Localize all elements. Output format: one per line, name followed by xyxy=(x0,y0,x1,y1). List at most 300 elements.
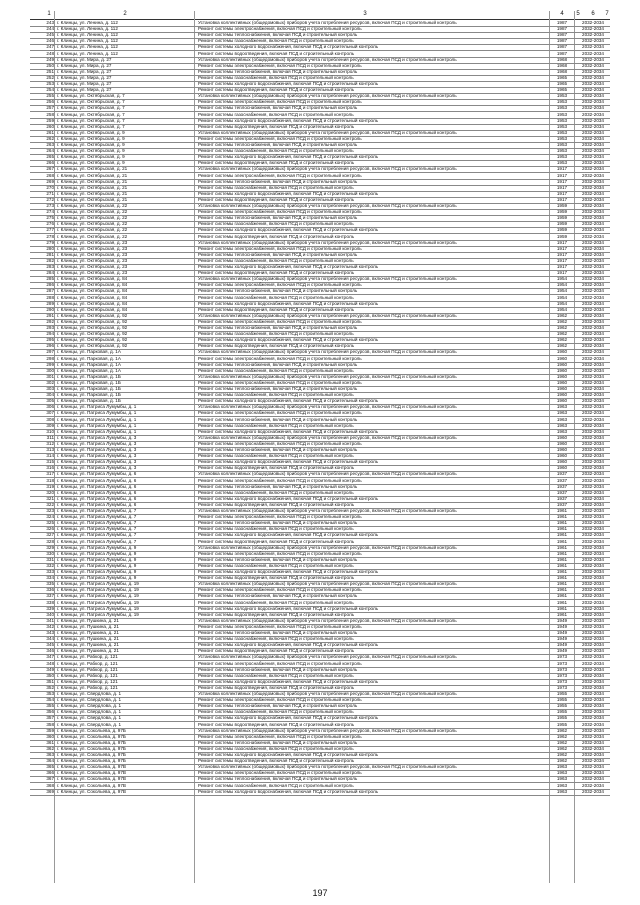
row-period: 2032-2034 xyxy=(582,569,604,574)
row-work-type: Ремонт системы электроснабжения, включая ПСД и строительный контроль xyxy=(198,355,362,361)
row-period: 2032-2034 xyxy=(582,74,604,80)
row-number: 274 xyxy=(46,209,54,215)
row-period: 2032-2034 xyxy=(582,233,604,239)
row-work-type: Ремонт системы теплоснабжения, включая ПСД и строительный контроль xyxy=(198,215,358,221)
row-period: 2032-2034 xyxy=(582,209,604,215)
row-work-type: Ремонт системы газоснабжения, включая ПСД и строительный контроль xyxy=(198,636,354,642)
row-number: 364 xyxy=(46,758,54,764)
row-number: 255 xyxy=(46,93,54,99)
row-address: г. Клинцы, ул. Патриса Лумумбы, д. 9 xyxy=(57,550,137,556)
row-address: г. Клинцы, ул. Патриса Лумумбы, д. 3 xyxy=(57,440,137,446)
row-period: 2032-2034 xyxy=(582,489,604,495)
row-period: 2032-2034 xyxy=(582,715,604,721)
row-address: г. Клинцы, ул. Октябрьская, д. 21 xyxy=(57,172,128,178)
row-address: г. Клинцы, ул. Октябрьская, д. 7 xyxy=(57,93,125,99)
row-address: г. Клинцы, ул. Парковая, д. 1Б xyxy=(57,386,121,391)
row-year: 1962 xyxy=(556,325,568,330)
row-number: 360 xyxy=(46,733,54,739)
row-address: г. Клинцы, ул. Ленина, д. 112 xyxy=(57,26,118,32)
row-year: 1961 xyxy=(556,550,568,556)
row-period: 2032-2034 xyxy=(582,56,604,62)
row-address: г. Клинцы, ул. Сокольева, д. 97Б xyxy=(57,733,126,739)
row-address: г. Клинцы, ул. Октябрьская, д. 92 xyxy=(57,318,128,324)
row-period: 2032-2034 xyxy=(582,257,604,263)
row-work-type: Установка коллективных (общедомовых) приборов учета потребления ресурсов, включая ПСД и строительный контроль xyxy=(198,349,457,355)
row-work-type: Ремонт системы теплоснабжения, включая ПСД и строительный контроль xyxy=(198,520,358,526)
row-address: г. Клинцы, ул. Октябрьская, д. 7 xyxy=(57,99,125,105)
row-work-type: Ремонт системы газоснабжения, включая ПСД и строительный контроль xyxy=(198,599,354,605)
row-period: 2032-2034 xyxy=(582,678,604,684)
row-period: 2032-2034 xyxy=(582,81,604,86)
row-number: 310 xyxy=(46,428,54,434)
row-address: г. Клинцы, ул. Патриса Лумумбы, д. 19 xyxy=(57,587,139,593)
row-year: 1961 xyxy=(556,526,568,532)
row-address: г. Клинцы, ул. Октябрьская, д. 92 xyxy=(57,312,128,318)
row-period: 2032-2034 xyxy=(582,154,604,160)
row-work-type: Ремонт системы теплоснабжения, включая ПСД и строительный контроль xyxy=(198,776,358,782)
row-year: 1963 xyxy=(556,422,568,428)
row-period: 2032-2034 xyxy=(582,331,604,337)
row-number: 308 xyxy=(46,416,54,422)
row-period: 2032-2034 xyxy=(582,501,604,507)
row-year: 1917 xyxy=(556,166,568,172)
row-work-type: Ремонт системы холодного водоснабжения, включая ПСД и строительный контроль xyxy=(198,642,379,648)
row-number: 251 xyxy=(46,68,54,74)
row-year: 1963 xyxy=(556,428,568,434)
row-period: 2032-2034 xyxy=(582,440,604,446)
row-work-type: Ремонт системы водоотведения, включая ПСД и строительный контроль xyxy=(198,684,355,690)
row-address: г. Клинцы, ул. Патриса Лумумбы, д. 3 xyxy=(57,465,137,471)
row-work-type: Ремонт системы электроснабжения, включая ПСД и строительный контроль xyxy=(198,379,362,385)
row-number: 280 xyxy=(46,245,54,251)
row-number: 306 xyxy=(46,404,54,410)
row-work-type: Ремонт системы теплоснабжения, включая ПСД и строительный контроль xyxy=(198,386,358,391)
row-work-type: Ремонт системы газоснабжения, включая ПСД и строительный контроль xyxy=(198,331,354,337)
row-address: г. Клинцы, ул. Патриса Лумумбы, д. 1 xyxy=(57,428,137,434)
row-number: 291 xyxy=(46,312,54,318)
row-address: г. Клинцы, ул. Парковая, д. 1Б xyxy=(57,398,121,404)
row-address: г. Клинцы, ул. Октябрьская, д. 23 xyxy=(57,245,128,251)
row-work-type: Ремонт системы теплоснабжения, включая ПСД и строительный контроль xyxy=(198,447,358,452)
header-col-5: 5 xyxy=(576,11,580,17)
row-year: 1962 xyxy=(556,331,568,337)
row-work-type: Ремонт системы теплоснабжения, включая ПСД и строительный контроль xyxy=(198,142,358,147)
row-number: 286 xyxy=(46,282,54,288)
row-address: г. Клинцы, ул. Октябрьская, д. 21 xyxy=(57,190,128,196)
row-period: 2032-2034 xyxy=(582,312,604,318)
row-period: 2032-2034 xyxy=(582,483,604,489)
row-number: 283 xyxy=(46,264,54,269)
row-number: 266 xyxy=(46,160,54,166)
row-number: 352 xyxy=(46,684,54,690)
row-address: г. Клинцы, ул. Сокольева, д. 97В xyxy=(57,770,126,776)
header-col-4: 4 xyxy=(560,11,564,17)
row-year: 1962 xyxy=(556,745,568,751)
row-period: 2032-2034 xyxy=(582,434,604,440)
row-address: г. Клинцы, ул. Сокольева, д. 97В xyxy=(57,764,126,770)
row-number: 252 xyxy=(46,74,54,80)
row-year: 1961 xyxy=(556,538,568,544)
row-year: 1961 xyxy=(556,544,568,550)
row-work-type: Установка коллективных (общедомовых) приборов учета потребления ресурсов, включая ПСД и строительный контроль xyxy=(198,20,457,25)
table-header xyxy=(30,11,610,20)
row-year: 1961 xyxy=(556,569,568,574)
row-period: 2032-2034 xyxy=(582,20,604,25)
row-year: 1963 xyxy=(556,404,568,410)
row-work-type: Ремонт системы холодного водоснабжения, включая ПСД и строительный контроль xyxy=(198,569,379,574)
row-address: г. Клинцы, ул. Пушкина, д. 21 xyxy=(57,642,119,648)
row-work-type: Ремонт системы теплоснабжения, включая ПСД и строительный контроль xyxy=(198,630,358,635)
row-number: 367 xyxy=(46,776,54,782)
row-address: г. Клинцы, ул. Пушкина, д. 21 xyxy=(57,648,119,654)
row-number: 247 xyxy=(46,44,54,50)
row-work-type: Ремонт системы электроснабжения, включая ПСД и строительный контроль xyxy=(198,477,362,483)
row-address: г. Клинцы, ул. Свердлова, д. 1 xyxy=(57,721,122,727)
row-year: 1961 xyxy=(556,575,568,581)
row-number: 275 xyxy=(46,215,54,221)
row-address: г. Клинцы, ул. Октябрьская, д. 84 xyxy=(57,288,128,294)
row-address: г. Клинцы, ул. Сокольева, д. 97В xyxy=(57,782,126,788)
row-number: 358 xyxy=(46,721,54,727)
row-period: 2032-2034 xyxy=(582,477,604,483)
row-year: 1963 xyxy=(556,410,568,416)
row-period: 2032-2034 xyxy=(582,623,604,629)
row-address: г. Клинцы, ул. Октябрьская, д. 84 xyxy=(57,276,128,282)
row-address: г. Клинцы, ул. Ленина, д. 112 xyxy=(57,20,118,25)
row-number: 256 xyxy=(46,99,54,105)
row-work-type: Ремонт системы газоснабжения, включая ПСД и строительный контроль xyxy=(198,526,354,532)
row-number: 265 xyxy=(46,154,54,160)
row-number: 344 xyxy=(46,636,54,642)
row-year: 1954 xyxy=(556,276,568,282)
row-year: 1949 xyxy=(556,617,568,623)
row-period: 2032-2034 xyxy=(582,288,604,294)
row-address: г. Клинцы, ул. Октябрьская, д. 22 xyxy=(57,215,128,221)
row-period: 2032-2034 xyxy=(582,294,604,300)
row-work-type: Ремонт системы электроснабжения, включая ПСД и строительный контроль xyxy=(198,26,362,32)
row-number: 267 xyxy=(46,166,54,172)
row-address: г. Клинцы, ул. Свердлова, д. 1 xyxy=(57,703,122,709)
row-number: 288 xyxy=(46,294,54,300)
row-address: г. Клинцы, ул. Октябрьская, д. 22 xyxy=(57,227,128,233)
row-number: 365 xyxy=(46,764,54,770)
row-number: 262 xyxy=(46,135,54,141)
row-period: 2032-2034 xyxy=(582,697,604,703)
row-work-type: Ремонт системы водоотведения, включая ПСД и строительный контроль xyxy=(198,50,355,56)
row-number: 311 xyxy=(46,434,54,440)
row-period: 2032-2034 xyxy=(582,562,604,568)
row-number: 279 xyxy=(46,239,54,245)
row-address: г. Клинцы, ул. Сокольева, д. 97Б xyxy=(57,745,126,751)
row-period: 2032-2034 xyxy=(582,520,604,526)
row-year: 1987 xyxy=(556,38,568,44)
row-year: 1987 xyxy=(556,20,568,25)
row-number: 268 xyxy=(46,172,54,178)
row-period: 2032-2034 xyxy=(582,745,604,751)
row-address: г. Клинцы, ул. Патриса Лумумбы, д. 19 xyxy=(57,605,139,611)
row-number: 264 xyxy=(46,148,54,154)
row-period: 2032-2034 xyxy=(582,770,604,776)
row-year: 1973 xyxy=(556,666,568,672)
row-address: г. Клинцы, ул. Рабкор, д. 121 xyxy=(57,684,118,690)
header-col-6: 6 xyxy=(591,11,595,17)
row-work-type: Ремонт системы газоснабжения, включая ПСД и строительный контроль xyxy=(198,489,354,495)
row-year: 1917 xyxy=(556,172,568,178)
row-number: 270 xyxy=(46,184,54,190)
row-address: г. Клинцы, ул. Рабкор, д. 121 xyxy=(57,672,118,678)
row-address: г. Клинцы, ул. Октябрьская, д. 9 xyxy=(57,154,125,160)
table-row xyxy=(30,789,610,796)
row-work-type: Ремонт системы газоснабжения, включая ПСД и строительный контроль xyxy=(198,782,354,788)
row-year: 1937 xyxy=(556,483,568,489)
row-number: 254 xyxy=(46,87,54,93)
row-work-type: Ремонт системы электроснабжения, включая ПСД и строительный контроль xyxy=(198,623,362,629)
row-year: 1953 xyxy=(556,135,568,141)
row-period: 2032-2034 xyxy=(582,788,604,794)
row-address: г. Клинцы, ул. Свердлова, д. 1 xyxy=(57,709,122,715)
row-year: 1960 xyxy=(556,349,568,355)
row-period: 2032-2034 xyxy=(582,398,604,404)
row-work-type: Ремонт системы холодного водоснабжения, включая ПСД и строительный контроль xyxy=(198,300,379,306)
row-number: 368 xyxy=(46,782,54,788)
row-number: 322 xyxy=(46,501,54,507)
row-number: 361 xyxy=(46,739,54,745)
row-work-type: Установка коллективных (общедомовых) приборов учета потребления ресурсов, включая ПСД и строительный контроль xyxy=(198,617,457,623)
row-work-type: Установка коллективных (общедомовых) приборов учета потребления ресурсов, включая ПСД и строительный контроль xyxy=(198,727,457,733)
row-year: 1960 xyxy=(556,379,568,385)
row-year: 1917 xyxy=(556,190,568,196)
row-number: 342 xyxy=(46,623,54,629)
row-work-type: Ремонт системы водоотведения, включая ПСД и строительный контроль xyxy=(198,648,355,654)
row-work-type: Ремонт системы холодного водоснабжения, включая ПСД и строительный контроль xyxy=(198,788,379,794)
row-address: г. Клинцы, ул. Октябрьская, д. 23 xyxy=(57,257,128,263)
row-work-type: Ремонт системы электроснабжения, включая ПСД и строительный контроль xyxy=(198,733,362,739)
row-address: г. Клинцы, ул. Октябрьская, д. 23 xyxy=(57,264,128,269)
row-year: 1960 xyxy=(556,447,568,452)
row-period: 2032-2034 xyxy=(582,465,604,471)
row-year: 1953 xyxy=(556,129,568,135)
row-period: 2032-2034 xyxy=(582,50,604,56)
row-number: 309 xyxy=(46,422,54,428)
row-number: 301 xyxy=(46,373,54,379)
row-year: 1959 xyxy=(556,215,568,221)
row-number: 281 xyxy=(46,251,54,257)
row-year: 1961 xyxy=(556,605,568,611)
row-number: 259 xyxy=(46,117,54,123)
row-work-type: Ремонт системы водоотведения, включая ПСД и строительный контроль xyxy=(198,501,355,507)
row-year: 1949 xyxy=(556,642,568,648)
row-number: 257 xyxy=(46,105,54,111)
row-period: 2032-2034 xyxy=(582,422,604,428)
row-work-type: Ремонт системы теплоснабжения, включая ПСД и строительный контроль xyxy=(198,703,358,709)
row-period: 2032-2034 xyxy=(582,38,604,44)
row-number: 249 xyxy=(46,56,54,62)
row-work-type: Ремонт системы электроснабжения, включая ПСД и строительный контроль xyxy=(198,99,362,105)
row-year: 1963 xyxy=(556,788,568,794)
row-number: 289 xyxy=(46,300,54,306)
row-period: 2032-2034 xyxy=(582,758,604,764)
row-year: 1953 xyxy=(556,105,568,111)
row-work-type: Ремонт системы водоотведения, включая ПСД и строительный контроль xyxy=(198,160,355,166)
row-work-type: Ремонт системы газоснабжения, включая ПСД и строительный контроль xyxy=(198,709,354,715)
row-period: 2032-2034 xyxy=(582,544,604,550)
row-period: 2032-2034 xyxy=(582,599,604,605)
row-year: 1937 xyxy=(556,501,568,507)
row-number: 314 xyxy=(46,453,54,459)
row-period: 2032-2034 xyxy=(582,26,604,32)
row-work-type: Установка коллективных (общедомовых) приборов учета потребления ресурсов, включая ПСД и строительный контроль xyxy=(198,276,457,282)
row-number: 335 xyxy=(46,581,54,587)
row-year: 1962 xyxy=(556,733,568,739)
row-year: 1963 xyxy=(556,776,568,782)
row-period: 2032-2034 xyxy=(582,221,604,227)
row-address: г. Клинцы, ул. Октябрьская, д. 92 xyxy=(57,337,128,343)
row-number: 307 xyxy=(46,410,54,416)
row-work-type: Ремонт системы водоотведения, включая ПСД и строительный контроль xyxy=(198,123,355,129)
row-address: г. Клинцы, ул. Патриса Лумумбы, д. 9 xyxy=(57,556,137,562)
row-address: г. Клинцы, ул. Октябрьская, д. 92 xyxy=(57,331,128,337)
row-number: 273 xyxy=(46,203,54,208)
row-work-type: Ремонт системы газоснабжения, включая ПСД и строительный контроль xyxy=(198,148,354,154)
row-period: 2032-2034 xyxy=(582,672,604,678)
row-number: 299 xyxy=(46,361,54,367)
row-year: 1960 xyxy=(556,386,568,391)
row-work-type: Установка коллективных (общедомовых) приборов учета потребления ресурсов, включая ПСД и строительный контроль xyxy=(198,93,457,99)
row-address: г. Клинцы, ул. Мира, д. 27 xyxy=(57,81,112,86)
row-address: г. Клинцы, ул. Свердлова, д. 1 xyxy=(57,697,122,703)
row-period: 2032-2034 xyxy=(582,684,604,690)
row-number: 315 xyxy=(46,459,54,465)
row-address: г. Клинцы, ул. Патриса Лумумбы, д. 3 xyxy=(57,447,137,452)
row-period: 2032-2034 xyxy=(582,428,604,434)
row-work-type: Установка коллективных (общедомовых) приборов учета потребления ресурсов, включая ПСД и строительный контроль xyxy=(198,654,457,660)
row-period: 2032-2034 xyxy=(582,709,604,715)
row-number: 363 xyxy=(46,752,54,757)
row-year: 1973 xyxy=(556,660,568,666)
row-work-type: Ремонт системы теплоснабжения, включая ПСД и строительный контроль xyxy=(198,416,358,422)
row-number: 293 xyxy=(46,325,54,330)
row-address: г. Клинцы, ул. Октябрьская, д. 21 xyxy=(57,196,128,202)
row-year: 1965 xyxy=(556,74,568,80)
row-year: 1953 xyxy=(556,111,568,117)
row-year: 1960 xyxy=(556,361,568,367)
row-address: г. Клинцы, ул. Октябрьская, д. 9 xyxy=(57,129,125,135)
row-year: 1949 xyxy=(556,630,568,635)
row-year: 1962 xyxy=(556,739,568,745)
row-year: 1961 xyxy=(556,508,568,513)
row-year: 1955 xyxy=(556,721,568,727)
row-address: г. Клинцы, ул. Патриса Лумумбы, д. 1 xyxy=(57,422,137,428)
row-address: г. Клинцы, ул. Мира, д. 27 xyxy=(57,87,112,93)
row-address: г. Клинцы, ул. Рабкор, д. 121 xyxy=(57,660,118,666)
row-work-type: Ремонт системы газоснабжения, включая ПСД и строительный контроль xyxy=(198,392,354,398)
row-address: г. Клинцы, ул. Пушкина, д. 21 xyxy=(57,623,119,629)
row-number: 304 xyxy=(46,392,54,398)
row-period: 2032-2034 xyxy=(582,392,604,398)
row-number: 318 xyxy=(46,477,54,483)
row-year: 1960 xyxy=(556,373,568,379)
row-period: 2032-2034 xyxy=(582,593,604,599)
row-address: г. Клинцы, ул. Патриса Лумумбы, д. 19 xyxy=(57,599,139,605)
row-address: г. Клинцы, ул. Ленина, д. 112 xyxy=(57,44,118,50)
row-year: 1968 xyxy=(556,56,568,62)
row-number: 271 xyxy=(46,190,54,196)
row-period: 2032-2034 xyxy=(582,32,604,38)
row-work-type: Ремонт системы газоснабжения, включая ПСД и строительный контроль xyxy=(198,745,354,751)
row-number: 329 xyxy=(46,544,54,550)
row-number: 362 xyxy=(46,745,54,751)
row-work-type: Ремонт системы холодного водоснабжения, включая ПСД и строительный контроль xyxy=(198,532,379,538)
row-work-type: Ремонт системы холодного водоснабжения, включая ПСД и строительный контроль xyxy=(198,605,379,611)
row-work-type: Ремонт системы электроснабжения, включая ПСД и строительный контроль xyxy=(198,440,362,446)
row-work-type: Ремонт системы электроснабжения, включая ПСД и строительный контроль xyxy=(198,245,362,251)
row-address: г. Клинцы, ул. Октябрьская, д. 84 xyxy=(57,300,128,306)
row-address: г. Клинцы, ул. Патриса Лумумбы, д. 6 xyxy=(57,501,137,507)
row-period: 2032-2034 xyxy=(582,276,604,282)
row-address: г. Клинцы, ул. Парковая, д. 1А xyxy=(57,361,121,367)
row-year: 1973 xyxy=(556,684,568,690)
row-number: 305 xyxy=(46,398,54,404)
row-address: г. Клинцы, ул. Мира, д. 27 xyxy=(57,56,112,62)
row-address: г. Клинцы, ул. Патриса Лумумбы, д. 7 xyxy=(57,508,137,513)
row-number: 334 xyxy=(46,575,54,581)
row-period: 2032-2034 xyxy=(582,105,604,111)
row-year: 1959 xyxy=(556,221,568,227)
row-year: 1917 xyxy=(556,264,568,269)
row-year: 1962 xyxy=(556,343,568,349)
row-work-type: Ремонт системы холодного водоснабжения, включая ПСД и строительный контроль xyxy=(198,428,379,434)
row-year: 1917 xyxy=(556,196,568,202)
row-address: г. Клинцы, ул. Патриса Лумумбы, д. 7 xyxy=(57,526,137,532)
row-year: 1954 xyxy=(556,288,568,294)
row-year: 1961 xyxy=(556,611,568,617)
row-period: 2032-2034 xyxy=(582,251,604,257)
row-period: 2032-2034 xyxy=(582,581,604,587)
row-work-type: Ремонт системы холодного водоснабжения, включая ПСД и строительный контроль xyxy=(198,81,379,86)
row-period: 2032-2034 xyxy=(582,129,604,135)
row-work-type: Ремонт системы холодного водоснабжения, включая ПСД и строительный контроль xyxy=(198,117,379,123)
page-number: 197 xyxy=(312,888,328,898)
row-work-type: Ремонт системы электроснабжения, включая ПСД и строительный контроль xyxy=(198,587,362,593)
row-work-type: Ремонт системы водоотведения, включая ПСД и строительный контроль xyxy=(198,538,355,544)
row-number: 355 xyxy=(46,703,54,709)
row-work-type: Установка коллективных (общедомовых) приборов учета потребления ресурсов, включая ПСД и строительный контроль xyxy=(198,691,457,696)
row-period: 2032-2034 xyxy=(582,373,604,379)
row-number: 331 xyxy=(46,556,54,562)
row-year: 1955 xyxy=(556,715,568,721)
row-number: 316 xyxy=(46,465,54,471)
row-number: 357 xyxy=(46,715,54,721)
row-work-type: Ремонт системы водоотведения, включая ПСД и строительный контроль xyxy=(198,306,355,312)
row-year: 1953 xyxy=(556,93,568,99)
row-work-type: Установка коллективных (общедомовых) приборов учета потребления ресурсов, включая ПСД и строительный контроль xyxy=(198,764,457,770)
row-period: 2032-2034 xyxy=(582,538,604,544)
row-period: 2032-2034 xyxy=(582,337,604,343)
row-work-type: Ремонт системы электроснабжения, включая ПСД и строительный контроль xyxy=(198,318,362,324)
row-period: 2032-2034 xyxy=(582,264,604,269)
row-number: 327 xyxy=(46,532,54,538)
row-year: 1917 xyxy=(556,178,568,184)
row-address: г. Клинцы, ул. Октябрьская, д. 23 xyxy=(57,270,128,276)
row-work-type: Ремонт системы водоотведения, включая ПСД и строительный контроль xyxy=(198,233,355,239)
row-work-type: Ремонт системы водоотведения, включая ПСД и строительный контроль xyxy=(198,196,355,202)
row-period: 2032-2034 xyxy=(582,556,604,562)
row-period: 2032-2034 xyxy=(582,135,604,141)
row-number: 276 xyxy=(46,221,54,227)
row-year: 1961 xyxy=(556,520,568,526)
row-address: г. Клинцы, ул. Парковая, д. 1Б xyxy=(57,379,121,385)
row-period: 2032-2034 xyxy=(582,617,604,623)
